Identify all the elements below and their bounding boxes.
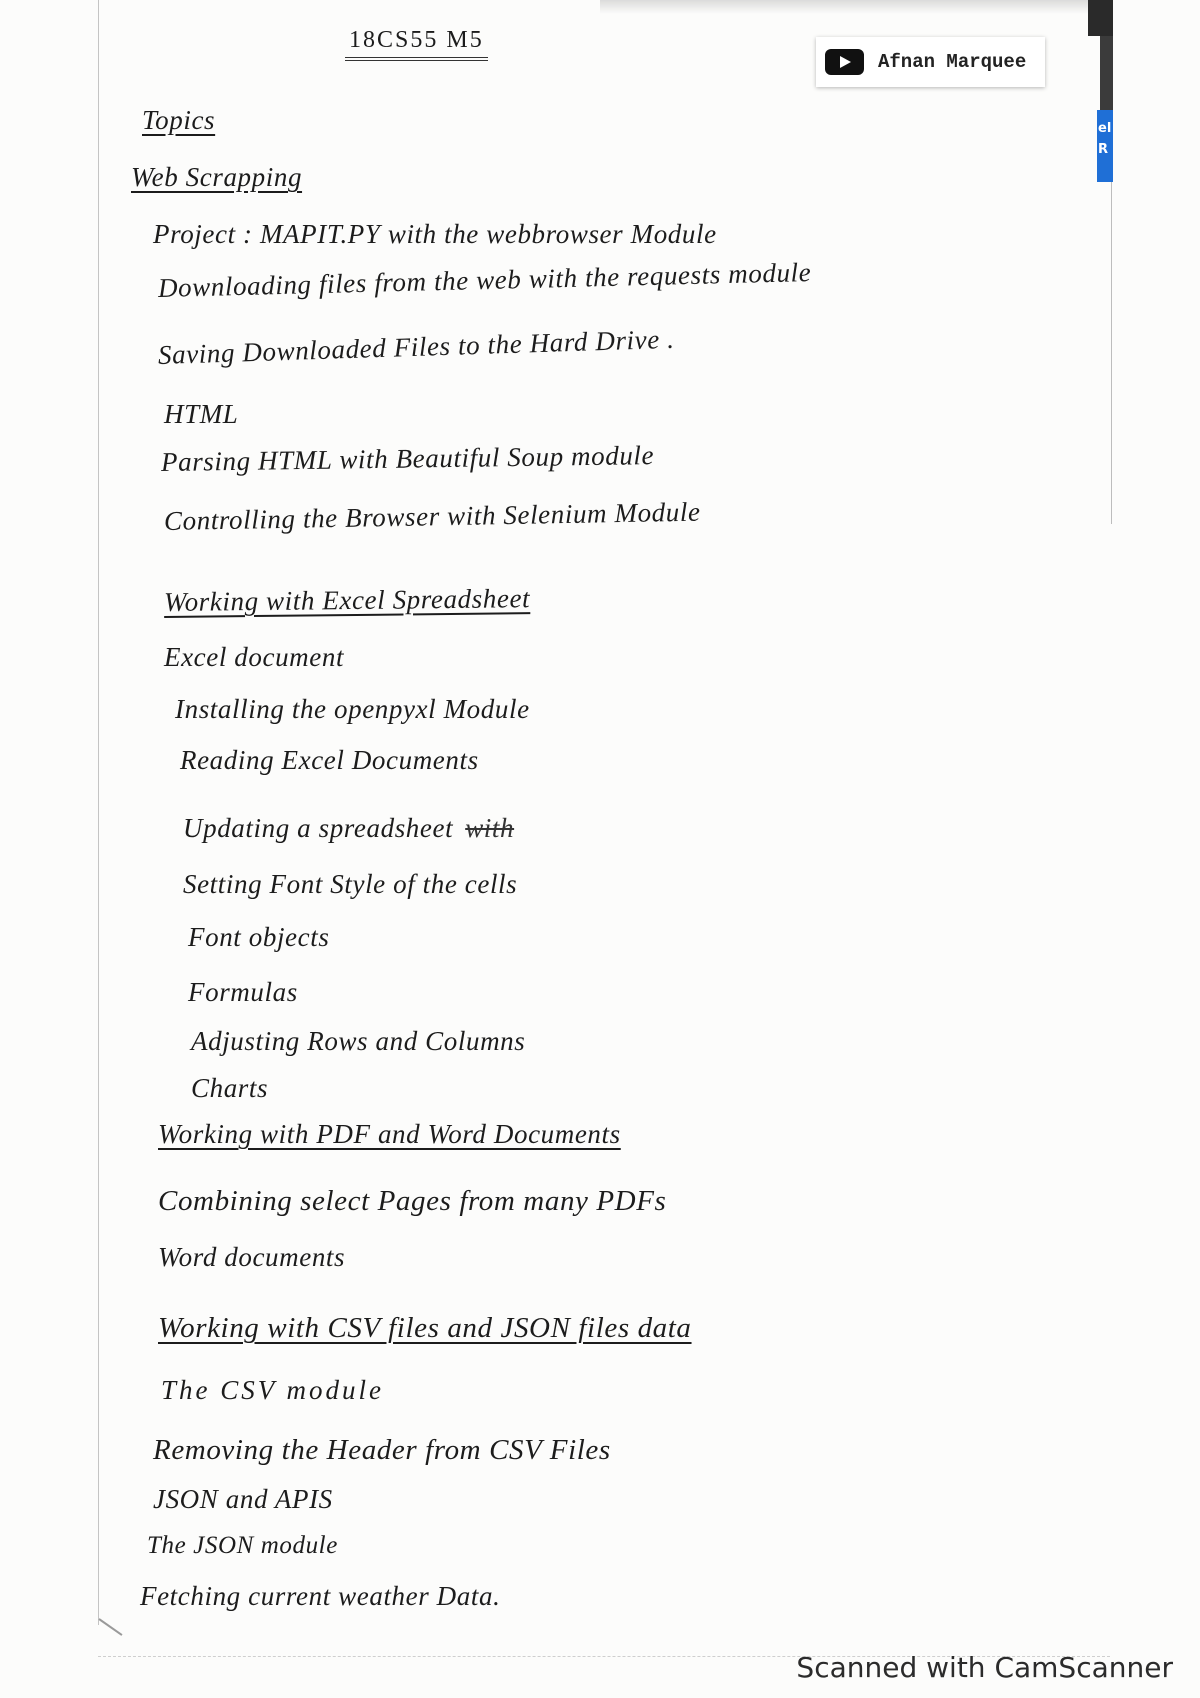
topic-item-reading-excel: Reading Excel Documents bbox=[180, 745, 479, 775]
right-edge-dark-strip bbox=[1088, 0, 1113, 36]
camscanner-watermark: Scanned with CamScanner bbox=[796, 1651, 1173, 1684]
topic-item-formulas: Formulas bbox=[188, 977, 298, 1007]
topic-item-controlling-browser: Controlling the Browser with Selenium Module bbox=[163, 496, 701, 536]
side-tab-button[interactable] bbox=[1097, 110, 1113, 182]
topic-item-json-module: The JSON module bbox=[147, 1532, 338, 1559]
topic-item-fetching-weather: Fetching current weather Data. bbox=[140, 1581, 501, 1611]
page-title: Topics bbox=[142, 105, 216, 135]
section-heading-pdf-word: Working with PDF and Word Documents bbox=[158, 1119, 621, 1149]
course-code: 18CS55 M5 bbox=[345, 26, 488, 61]
topic-item-csv-module: The CSV module bbox=[161, 1375, 384, 1405]
struck-out-word: with bbox=[465, 813, 515, 843]
channel-badge bbox=[816, 37, 1045, 87]
topic-item-saving-files: Saving Downloaded Files to the Hard Drive . bbox=[157, 323, 675, 370]
page-left-edge bbox=[98, 0, 99, 1625]
scan-shadow bbox=[600, 0, 1090, 14]
topic-item-font-objects: Font objects bbox=[188, 922, 330, 952]
topic-item-text: Updating a spreadsheet bbox=[183, 813, 454, 843]
channel-name: Afnan Marquee bbox=[878, 51, 1027, 73]
topic-item-adjusting-rows-columns: Adjusting Rows and Columns bbox=[191, 1026, 526, 1056]
side-tab-text-1: el bbox=[1098, 121, 1112, 136]
topic-item-installing-openpyxl: Installing the openpyxl Module bbox=[175, 694, 530, 724]
topic-item-parsing-html: Parsing HTML with Beautiful Soup module bbox=[160, 440, 655, 477]
topic-item-charts: Charts bbox=[191, 1073, 269, 1103]
section-heading-csv-json: Working with CSV files and JSON files data bbox=[158, 1312, 692, 1344]
section-heading-web-scrapping: Web Scrapping bbox=[131, 162, 303, 192]
topic-item-setting-font-style: Setting Font Style of the cells bbox=[183, 869, 518, 899]
youtube-play-icon bbox=[825, 49, 864, 75]
topic-item-json-apis: JSON and APIS bbox=[153, 1484, 333, 1514]
topic-item-combining-pdf-pages: Combining select Pages from many PDFs bbox=[158, 1185, 667, 1217]
topic-item-removing-csv-header: Removing the Header from CSV Files bbox=[153, 1434, 611, 1466]
topic-item-word-documents: Word documents bbox=[158, 1242, 346, 1272]
right-edge-line bbox=[1111, 182, 1112, 524]
page-corner-fold bbox=[98, 1618, 122, 1636]
topic-item-downloading-files: Downloading files from the web with the requests module bbox=[157, 257, 812, 303]
topic-item-project-mapit: Project : MAPIT.PY with the webbrowser Module bbox=[153, 219, 717, 249]
side-tab-text-2: R bbox=[1098, 142, 1109, 157]
topic-item-updating-spreadsheet bbox=[183, 812, 514, 844]
topic-item-excel-document: Excel document bbox=[164, 642, 345, 672]
section-heading-excel: Working with Excel Spreadsheet bbox=[163, 583, 531, 617]
right-edge-dark-strip-narrow bbox=[1100, 36, 1113, 110]
topic-item-html: HTML bbox=[164, 399, 239, 429]
